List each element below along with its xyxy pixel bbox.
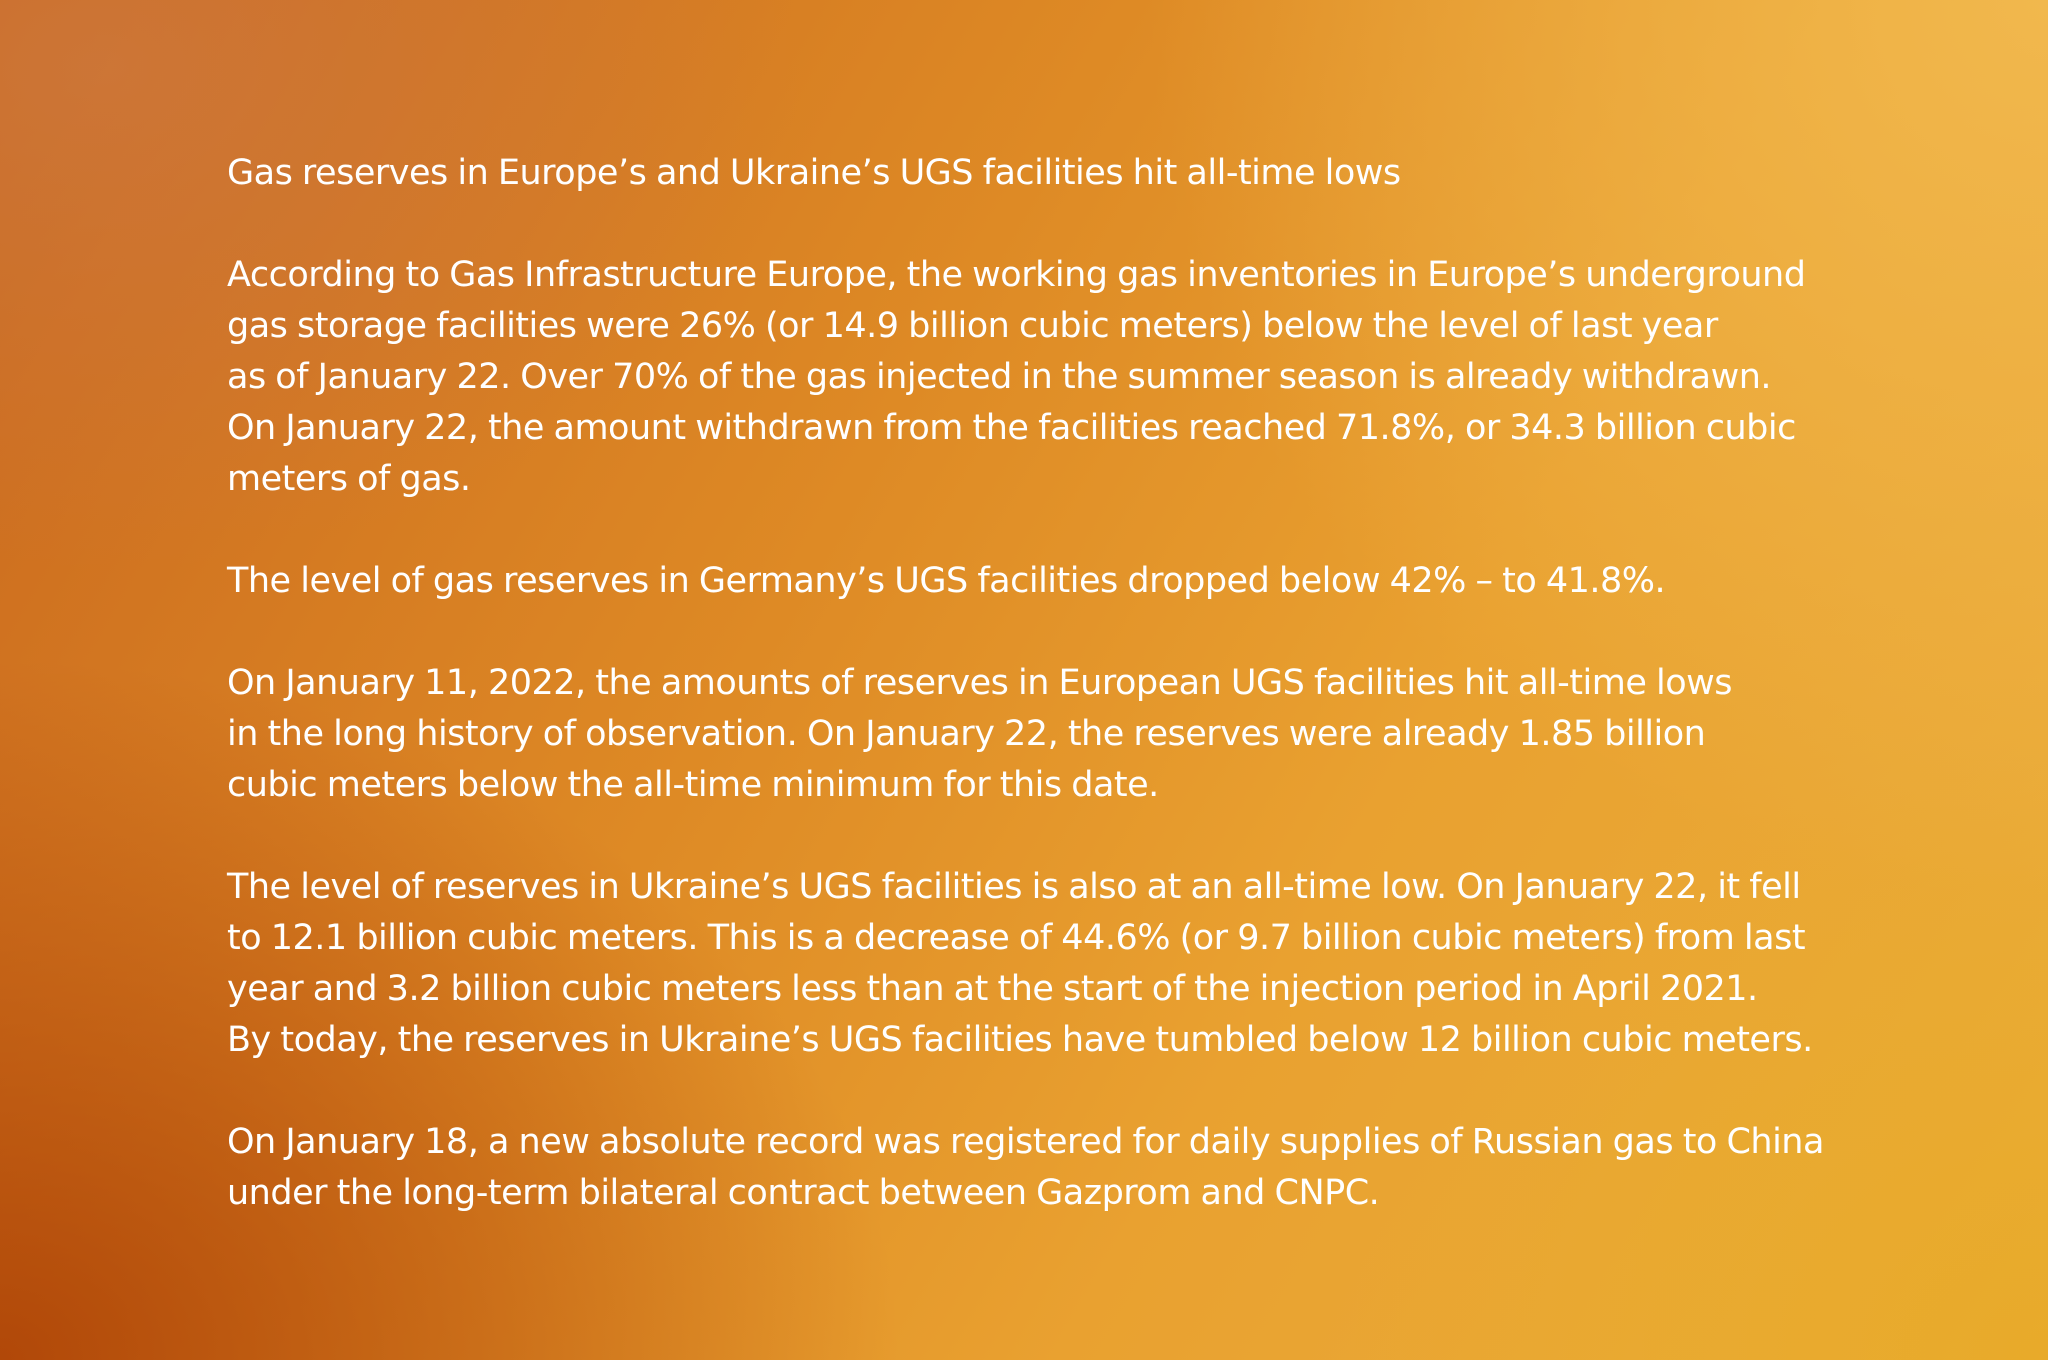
paragraph-europe-storage [227, 250, 1847, 505]
text-line: cubic meters below the all-time minimum for this date. [227, 765, 1159, 805]
text-line: The level of reserves in Ukraine’s UGS facilities is also at an all-time low. On January 22, it fell [227, 867, 1801, 907]
article [227, 148, 1847, 1219]
paragraph-european-lows [227, 658, 1847, 811]
paragraph-ukraine-reserves [227, 862, 1847, 1066]
article-title: Gas reserves in Europe’s and Ukraine’s UGS facilities hit all-time lows [227, 153, 1401, 193]
text-line: On January 22, the amount withdrawn from the facilities reached 71.8%, or 34.3 billion cubic [227, 408, 1796, 448]
text-line: in the long history of observation. On January 22, the reserves were already 1.85 billion [227, 714, 1706, 754]
text-line: On January 18, a new absolute record was registered for daily supplies of Russian gas to China [227, 1122, 1824, 1162]
text-line: as of January 22. Over 70% of the gas injected in the summer season is already withdrawn. [227, 357, 1772, 397]
text-line: to 12.1 billion cubic meters. This is a decrease of 44.6% (or 9.7 billion cubic meters) from last [227, 918, 1806, 958]
text-line: On January 11, 2022, the amounts of reserves in European UGS facilities hit all-time lows [227, 663, 1732, 703]
paragraph-china-supplies [227, 1117, 1847, 1219]
text-line: gas storage facilities were 26% (or 14.9 billion cubic meters) below the level of last year [227, 306, 1718, 346]
text-line: By today, the reserves in Ukraine’s UGS facilities have tumbled below 12 billion cubic meters. [227, 1020, 1813, 1060]
paragraph-germany-reserves [227, 556, 1847, 607]
text-line: year and 3.2 billion cubic meters less than at the start of the injection period in April 2021. [227, 969, 1758, 1009]
text-line: under the long-term bilateral contract between Gazprom and CNPC. [227, 1173, 1380, 1213]
text-line: The level of gas reserves in Germany’s UGS facilities dropped below 42% – to 41.8%. [227, 561, 1666, 601]
text-line: According to Gas Infrastructure Europe, the working gas inventories in Europe’s underground [227, 255, 1806, 295]
text-line: meters of gas. [227, 459, 471, 499]
